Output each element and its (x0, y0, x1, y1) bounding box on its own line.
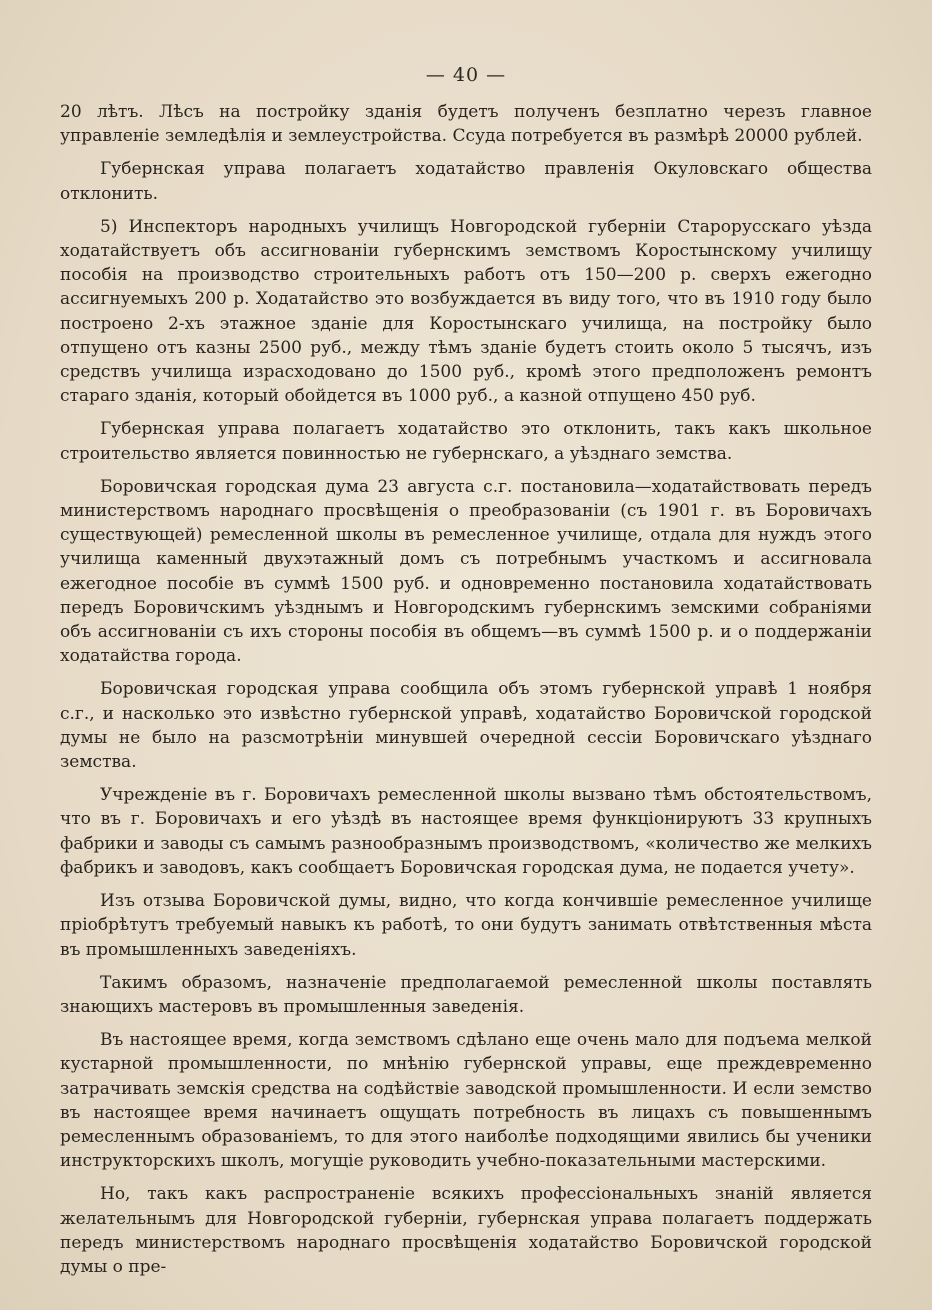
paragraph-9: Такимъ образомъ, назначеніе предполагаемой ремесленной школы поставлять знающихъ мастеровъ въ промышленныя заведенія. (60, 972, 872, 1017)
page-number: — 40 — (425, 64, 507, 86)
paragraph-4: Губернская управа полагаетъ ходатайство это отклонить, такъ какъ школьное строительство является повинностью не губернскаго, а уѣзднаго земства. (60, 419, 872, 464)
paragraph-2: Губернская управа полагаетъ ходатайство правленія Окуловскаго общества отклонить. (60, 159, 872, 204)
paragraph-3: 5) Инспекторъ народныхъ училищъ Новгородской губерніи Старорусскаго уѣзда ходатайствуетъ объ ассигнованіи губернскимъ земствомъ Коростынскому училищу пособія на производство строительныхъ работъ отъ 150—200 р. сверхъ ежегодно ассигнуемыхъ 200 р. Ходатайство это возбуждается въ виду того, что въ 1910 году было построено 2-хъ этажное зданіе для Коростынскаго училища, на постройку было отпущено отъ казны 2500 руб., между тѣмъ зданіе будетъ стоить около 5 тысячъ, изъ средствъ училища израсходовано до 1500 руб., кромѣ этого предположенъ ремонтъ стараго зданія, который обойдется въ 1000 руб., а казной отпущено 450 руб. (60, 216, 872, 407)
paragraph-11: Но, такъ какъ распространеніе всякихъ профессіональныхъ знаній является желательнымъ для Новгородской губерніи, губернская управа полагаетъ поддержать передъ министерствомъ народнаго просвѣщенія ходатайство Боровичской городской думы о пре- (60, 1184, 872, 1277)
paragraph-7: Учрежденіе въ г. Боровичахъ ремесленной школы вызвано тѣмъ обстоятельствомъ, что въ г. Боровичахъ и его уѣздѣ въ настоящее время функціонируютъ 33 крупныхъ фабрики и заводы съ самымъ разнообразнымъ производствомъ, «количество же мелкихъ фабрикъ и заводовъ, какъ сообщаетъ Боровичская городская дума, не подается учету». (60, 785, 872, 878)
body-text (60, 100, 872, 1279)
paragraph-6: Боровичская городская управа сообщила объ этомъ губернской управѣ 1 ноября с.г., и насколько это извѣстно губернской управѣ, ходатайство Боровичской городской думы не было на разсмотрѣніи минувшей очередной сессіи Боровичскаго уѣзднаго земства. (60, 679, 872, 773)
paragraph-8: Изъ отзыва Боровичской думы, видно, что когда кончившіе ремесленное училище пріобрѣтутъ требуемый навыкъ къ работѣ, то они будутъ занимать отвѣтственныя мѣста въ промышленныхъ заведеніяхъ. (60, 891, 872, 960)
paragraph-10: Въ настоящее время, когда земствомъ сдѣлано еще очень мало для подъема мелкой кустарной промышленности, по мнѣнію губернской управы, еще преждевременно затрачивать земскія средства на содѣйствіе заводской промышленности. И если земство въ настоящее время начинаетъ ощущать потребность въ лицахъ съ повышеннымъ ремесленнымъ образованіемъ, то для этого наиболѣе подходящими явились бы ученики инструкторскихъ школъ, могущіе руководить учебно-показательными мастерскими. (60, 1030, 872, 1172)
paragraph-1: 20 лѣтъ. Лѣсъ на постройку зданія будетъ полученъ безплатно черезъ главное управленіе земледѣлія и землеустройства. Ссуда потребуется въ размѣрѣ 20000 рублей. (60, 102, 872, 147)
paragraph-5: Боровичская городская дума 23 августа с.г. постановила—ходатайствовать передъ министерствомъ народнаго просвѣщенія о преобразованіи (съ 1901 г. въ Боровичахъ существующей) ремесленной школы въ ремесленное училище, отдала для нуждъ этого училища каменный двухэтажный домъ съ потребнымъ участкомъ и ассигновала ежегодное пособіе въ суммѣ 1500 руб. и одновременно постановила ходатайствовать передъ Боровичскимъ уѣзднымъ и Новгородскимъ губернскимъ земскими собраніями объ ассигнованіи съ ихъ стороны пособія въ общемъ—въ суммѣ 1500 р. и о поддержаніи ходатайства города. (60, 476, 872, 667)
